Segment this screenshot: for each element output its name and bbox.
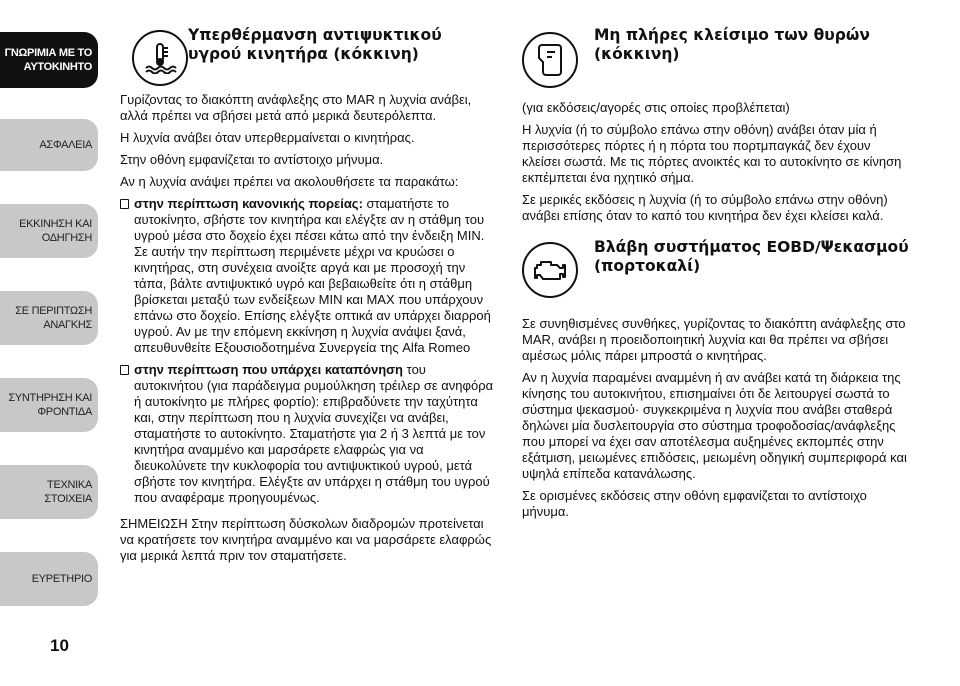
left-column: [116, 0, 496, 570]
tab-index[interactable]: ΕΥΡΕΤΗΡΙΟ: [0, 552, 98, 606]
bullet-item: [120, 362, 496, 506]
note-paragraph: ΣΗΜΕΙΩΣΗ Στην περίπτωση δύσκολων διαδρομών προτείνεται να κρατήσετε τον κινητήρα αναμμένο και να μαρσάρετε ελαφρώς για μερικά λεπτά πριν τον σταματήσετε.: [120, 516, 492, 563]
paragraph: Αν η λυχνία ανάψει πρέπει να ακολουθήσετε τα παρακάτω:: [120, 174, 459, 189]
right-column: [522, 0, 912, 526]
paragraph: Στην οθόνη εμφανίζεται το αντίστοιχο μήνυμα.: [120, 152, 384, 167]
section-title-eobd: Βλάβη συστήματος EOBD/Ψεκασμού (πορτοκαλί): [594, 238, 909, 275]
page-number: 10: [50, 636, 69, 655]
bullet-heading: στην περίπτωση κανονικής πορείας:: [134, 196, 363, 211]
tab-technical-data[interactable]: ΤΕΧΝΙΚΑ ΣΤΟΙΧΕΙΑ: [0, 465, 98, 519]
paragraph: Η λυχνία (ή το σύμβολο επάνω στην οθόνη) ανάβει όταν μία ή περισσότερες πόρτες ή η πόρτα του πορτμπαγκάζ δεν έχουν κλείσει σωστά. Με τις πόρτες ανοικτές και το αυτοκίνητο σε κίνηση εκπέμπεται ένα ηχητικό σήμα.: [522, 122, 902, 185]
paragraph: Αν η λυχνία παραμένει αναμμένη ή αν ανάβει κατά τη διάρκεια της κίνησης του αυτοκινήτου, επισημαίνει ότι δε λειτουργεί σωστά το σύστημα ψεκασμού· συγκεκριμένα η λυχνία που ανάβει σταθερά δηλώνει μία δυσλειτουργία στο σύστημα τροφοδοσίας/ανάφλεξης που μπορεί να έχει σαν αποτέλεσμα αυξημένες εκπομπές στην εξάτμιση, μειωμένες επιδόσεις, μειωμένη οδηγική συμπεριφορά και υψηλά επίπεδα κατανάλωσης.: [522, 370, 907, 481]
bullet-text: του αυτοκινήτου (για παράδειγμα ρυμούλκηση τρέιλερ σε ανηφόρα ή αυτοκίνητο με πλήρες φορτίο): επιβραδύνετε την ταχύτητα και, στην περίπτωση που η λυχνία συνεχίζει να ανάβει, σταματήστε το αυτοκίνητο. Σταματήστε για 2 ή 3 λεπτά με τον κινητήρα αναμμένο και μαρσάρετε ελαφρώς για να διευκολύνετε την κυκλοφορία του αντιψυκτικού υγρού, μετά σβήστε τον κινητήρα. Ελέγξτε αν υπάρχει η στάθμη του υγρού που αναφέραμε προηγουμένως.: [134, 362, 494, 505]
coolant-temperature-icon: [132, 30, 188, 86]
paragraph: Η λυχνία ανάβει όταν υπερθερμαίνεται ο κινητήρας.: [120, 130, 415, 145]
section-title-coolant: Υπερθέρμανση αντιψυκτικού υγρού κινητήρα (κόκκινη): [188, 26, 442, 63]
bullet-text: σταματήστε το αυτοκίνητο, σβήστε τον κινητήρα και ελέγξτε αν η στάθμη του υγρού μέσα στο δοχείο έχει πέσει κάτω από την ένδειξη MIN. Σε αυτήν την περίπτωση περιμένετε μέχρι να κρυώσει ο κινητήρας, στη συνέχεια ανοίξτε αργά και με προσοχή την τάπα, βάλτε αντιψυκτικό υγρό και βεβαιωθείτε ότι η στάθμη βρίσκεται μεταξύ των ενδείξεων MIN και MAX που υπάρχουν επάνω στο δοχείο. Επίσης ελέγξτε οπτικά αν υπάρχει διαρροή υγρού. Αν με την επόμενη εκκίνηση η λυχνία ανάψει ξανά, απευθυνθείτε Εξουσιοδοτημένα Συνεργεία της Alfa Romeo: [134, 196, 491, 355]
door-open-icon: [522, 32, 578, 88]
paragraph: Σε μερικές εκδόσεις η λυχνία (ή το σύμβολο επάνω στην οθόνη) ανάβει επίσης όταν το καπό του κινητήρα δεν έχει κλείσει καλά.: [522, 192, 888, 223]
paragraph: (για εκδόσεις/αγορές στις οποίες προβλέπεται): [522, 100, 790, 115]
bullet-item: [120, 196, 496, 356]
engine-check-icon: [522, 242, 578, 298]
bullet-heading: στην περίπτωση που υπάρχει καταπόνηση: [134, 362, 403, 377]
tab-starting-driving[interactable]: ΕΚΚΙΝΗΣΗ ΚΑΙ ΟΔΗΓΗΣΗ: [0, 204, 98, 258]
paragraph: Γυρίζοντας το διακόπτη ανάφλεξης στο MAR η λυχνία ανάβει, αλλά πρέπει να σβήσει μετά από μερικά δευτερόλεπτα.: [120, 92, 472, 123]
section-title-doors: Μη πλήρες κλείσιμο των θυρών (κόκκινη): [594, 26, 870, 63]
tab-safety[interactable]: ΑΣΦΑΛΕΙΑ: [0, 119, 98, 171]
paragraph: Σε συνηθισμένες συνθήκες, γυρίζοντας το διακόπτη ανάφλεξης στο MAR, ανάβει η προειδοποιητική λυχνία και θα πρέπει να σβήσει αμέσως μόλις πάρει μπροστά ο κινητήρας.: [522, 316, 906, 363]
tab-emergency[interactable]: ΣΕ ΠΕΡΙΠΤΩΣΗ ΑΝΑΓΚΗΣ: [0, 291, 98, 345]
tab-maintenance[interactable]: ΣΥΝΤΗΡΗΣΗ ΚΑΙ ΦΡΟΝΤΙΔΑ: [0, 378, 98, 432]
paragraph: Σε ορισμένες εκδόσεις στην οθόνη εμφανίζεται το αντίστοιχο μήνυμα.: [522, 488, 867, 519]
tab-getting-to-know-car[interactable]: ΓΝΩΡΙΜΙΑ ΜΕ ΤΟ ΑΥΤΟΚΙΝΗΤΟ: [0, 32, 98, 88]
